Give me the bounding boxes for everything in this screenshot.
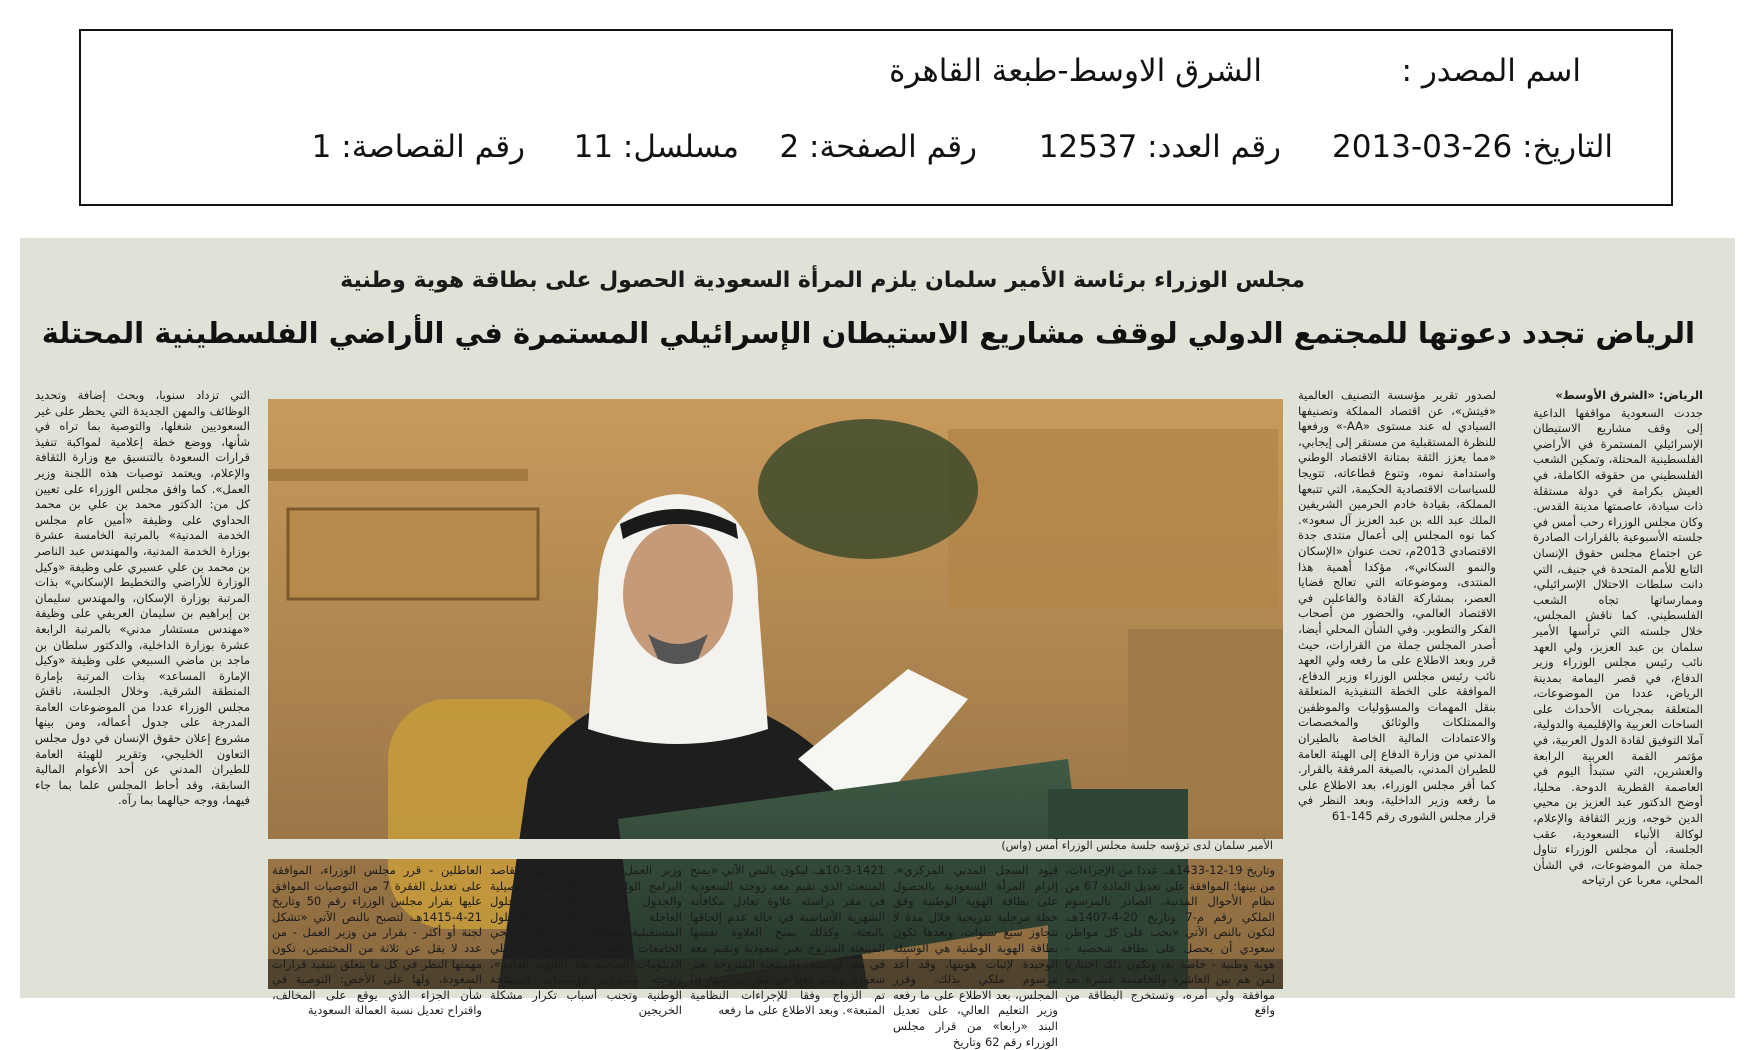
article-headline: الرياض تجدد دعوتها للمجتمع الدولي لوقف مشاريع الاستيطان الإسرائيلي المستمرة في الأراضي الفلسطينية المحتلة [41,316,1695,350]
column-1-text: جددت السعودية مواقفها الداعية إلى وقف مشاريع الاستيطان الإسرائيلي المستمرة في الأراضي الفلسطينية المحتلة، وتمكين الشعب الفلسطيني من حقوقه الكاملة، في العيش بكرامة في دولة مستقلة ذات سيادة، عاصمتها مدينة القدس. وكان مجلس الوزراء رحب أمس في جلسته الأسبوعية بالقرارات الصادرة عن اجتماع مجلس حقوق الإنسان التابع للأمم المتحدة في جنيف، التي دانت سلطات الاحتلال الإسرائيلي، وممارساتها تجاه الشعب الفلسطيني. كما ناقش المجلس، خلال جلسته التي ترأسها الأمير سلمان بن عبد العزيز، ولي العهد نائب رئيس مجلس الوزراء وزير الدفاع، في قصر اليمامة بمدينة الرياض، عددا من الموضوعات، المتعلقة بمجريات الأحداث على الساحات العربية والإقليمية والدولية، آملا التوفيق لقادة الدول العربية، في مؤتمر القمة العربية الرابعة والعشرين، التي ستبدأ اليوم في العاصمة القطرية الدوحة. محليا، أوضح الدكتور عبد العزيز بن محيي الدين خوجه، وزير الثقافة والإعلام، لوكالة الأنباء السعودية، عقب الجلسة، أن مجلس الوزراء تناول جملة من الموضوعات، في الشأن المحلي، معربا عن ارتياحه [1532,405,1703,888]
article-column-3 [1065,863,1275,1018]
serial-number: مسلسل: 11 [573,129,739,165]
article-column-2 [1298,388,1496,983]
article-column-8 [35,388,250,988]
column-4-text: قيود السجل المدني المركزي». إلزام المرأة السعودية بالحصول على بطاقة الهوية الوطنية وفق خطة مرحلية تدريجية خلال مدة لا تتجاوز سبع سنوات، وبعدها تكون بطاقة الهوية الوطنية هي الوسيلة الوحيدة لإثبات هويتها، وقد أعد مرسوم ملكي بذلك. وقرر المجلس، بعد الاطلاع على ما رفعه وزير التعليم العالي، على تعديل البند «رابعا» من قرار مجلس الوزراء رقم 62 وتاريخ [893,863,1058,1049]
column-3-text: وتاريخ 19-12-1433هـ، عددا من الإجراءات، من بينها: الموافقة على تعديل المادة 67 من نظام الأحوال المدنية، الصادر بالمرسوم الملكي رقم م-7 وتاريخ 20-4-1407هـ، لتكون بالنص الآتي «يجب على كل مواطن سعودي أن يحصل على بطاقة شخصية - هوية وطنية - خاصة به، ويكون ذلك اختياريا لمن هم بين العاشرة والخامسة عشرة بعد موافقة ولي أمره، وتستخرج البطاقة من واقع [1065,863,1275,1018]
article-kicker: مجلس الوزراء برئاسة الأمير سلمان يلزم المرأة السعودية الحصول على بطاقة هوية وطنية [340,268,1305,293]
column-8-text: التي تزداد سنويا، وبحث إضافة وتحديد الوظائف والمهن الجديدة التي يحظر على غير السعوديين شغلها، والتوصية بما تراه في شأنها، ووضع خطة إعلامية لمواكبة تنفيذ قرارات السعودة بالتنسيق مع وزارة الثقافة والإعلام، ويعتمد توصيات هذه اللجنة وزير العمل». كما وافق مجلس الوزراء على تعيين كل من: الدكتور محمد بن علي بن محمد الحداوي على وظيفة «أمين عام مجلس الخدمة المدنية» بالمرتبة الخامسة عشرة بوزارة الخدمة المدنية، والمهندس عبد الناصر بن محمد بن علي عسيري على وظيفة «وكيل الوزارة للأراضي والتخطيط الإسكاني» بذات المرتبة بوزارة الإسكان، والمهندس سليمان بن إبراهيم بن سليمان العريفي على وظيفة «مهندس مستشار مدني» بالمرتبة الرابعة عشرة بوزارة الداخلية، والدكتور سلطان بن ماجد بن ماضي السبيعي على وظيفة «وكيل الإمارة المساعد» بذات المرتبة بإمارة المنطقة الشرقية. وخلال الجلسة، ناقش مجلس الوزراء عددا من الموضوعات العامة المدرجة على جدول أعماله، ومن بينها مشروع إعلان حقوق الإنسان في دول مجلس التعاون الخليجي، وتقرير للهيئة العامة للطيران المدني عن أحد الأعوام المالية السابقة، وقد أحاط المجلس علما بما جاء فيهما، ووجه حيالهما بما رآه. [35,388,250,808]
clipping-metadata-box [79,29,1673,206]
date-field: التاريخ: 26-03-2013 [1332,129,1613,165]
column-6-text: وزير العمل في شأن تحقيق مقاصد البرامج الواردة في «الخطة التفصيلية والجدول الزمني المتضمنة الحلول العاجلة القصيرة المدى والحلول المستقبلية لمعالجة تزايد أعداد خريجي الجامعات المعدين للتدريس وحاملي الدبلومات الصحية بعد الثانوية العامة»، وتوجيه مسارات مؤسسات المصلحة الوطنية وتجنب أسباب تكرار مشكلة الخريجين [490,863,682,1018]
photo-caption: الأمير سلمان لدى ترؤسه جلسة مجلس الوزراء أمس (واس) [268,839,1283,859]
page-number: رقم الصفحة: 2 [779,129,977,165]
issue-number: رقم العدد: 12537 [1038,129,1281,165]
source-value: الشرق الاوسط-طبعة القاهرة [889,53,1262,89]
column-5-text: 10-3-1421هـ، ليكون بالنص الآتي «يمنح المبتعث الذي تقيم معه زوجته السعودية في مقر دراسته علاوة تعادل مكافأته الشهرية الأساسية في حالة عدم إلحاقها بالبعثة، وكذلك يمنح العلاوة نفسها المبتعثة المتزوج بغير سعودية وتقيم معه في مقر دراسته، والمبتعثة المتزوجة بغير سعودي ويقيم معها في مقر دراستها، إذا تم الزواج وفقا للإجراءات النظامية المتبعة». وبعد الاطلاع على ما رفعه [690,863,885,1018]
article-column-7 [272,863,482,1018]
clip-number: رقم القصاصة: 1 [311,129,525,165]
newspaper-clipping [20,238,1735,1049]
article-photo [268,399,1283,839]
article-column-5 [690,863,885,1018]
column-7-text: العاطلين - قرر مجلس الوزراء، الموافقة على تعديل الفقرة 7 من التوصيات الموافق عليها بقرار مجلس الوزراء رقم 50 وتاريخ 21-4-1415هـ، لتصبح بالنص الآتي «تشكل لجنة أو أكثر - بقرار من وزير العمل - من عدد لا يقل عن ثلاثة من المختصين، تكون مهمتها النظر في كل ما يتعلق بتنفيذ قرارات السعودة، ولها على الأخص: التوصية في شأن الجزاء الذي يوقع على المخالف، واقتراح تعديل نسبة العمالة السعودية [272,863,482,1018]
article-column-6 [490,863,682,1018]
column-2-text: لصدور تقرير مؤسسة التصنيف العالمية «فيتش»، عن اقتصاد المملكة وتصنيفها السيادي له عند مستوى «AA-» ورفعها للنظرة المستقبلية من مستقر إلى إيجابي، «مما يعزز الثقة بمتانة الاقتصاد الوطني واستدامة نموه، وتنوع قطاعاته، تتويجا للسياسات الاقتصادية الحكيمة، التي تتبعها المملكة، بقيادة خادم الحرمين الشريفين الملك عبد الله بن عبد العزيز آل سعود». كما نوه المجلس إلى أعمال منتدى جدة الاقتصادي 2013م، تحت عنوان «الإسكان والنمو السكاني»، مؤكدا أهمية هذا المنتدى، وموضوعاته التي تعالج قضايا العصر، بمشاركة القادة والفاعلين في الاقتصاد العالمي، والحضور من أصحاب الفكر والتطوير. وفي الشأن المحلي أيضا، أصدر المجلس جملة من القرارات، حيث قرر وبعد الاطلاع على ما رفعه ولي العهد نائب رئيس مجلس الوزراء وزير الدفاع، الموافقة على الخطة التنفيذية المتعلقة بنقل المهمات والمسؤوليات والموظفين والممتلكات والوثائق والمخصصات والاعتمادات المالية الخاصة بالطيران المدني من وزارة الدفاع إلى الهيئة العامة للطيران المدني، بالصيغة المرفقة بالقرار. كما أقر مجلس الوزراء، بعد الاطلاع على ما رفعه وزير الداخلية، وبعد النظر في قرار مجلس الشورى رقم 145-61 [1298,388,1496,824]
source-label: اسم المصدر : [1401,53,1581,89]
article-column-4 [893,863,1058,1049]
article-column-1 [1533,388,1703,983]
article-byline: الرياض: «الشرق الأوسط» [1555,388,1703,402]
